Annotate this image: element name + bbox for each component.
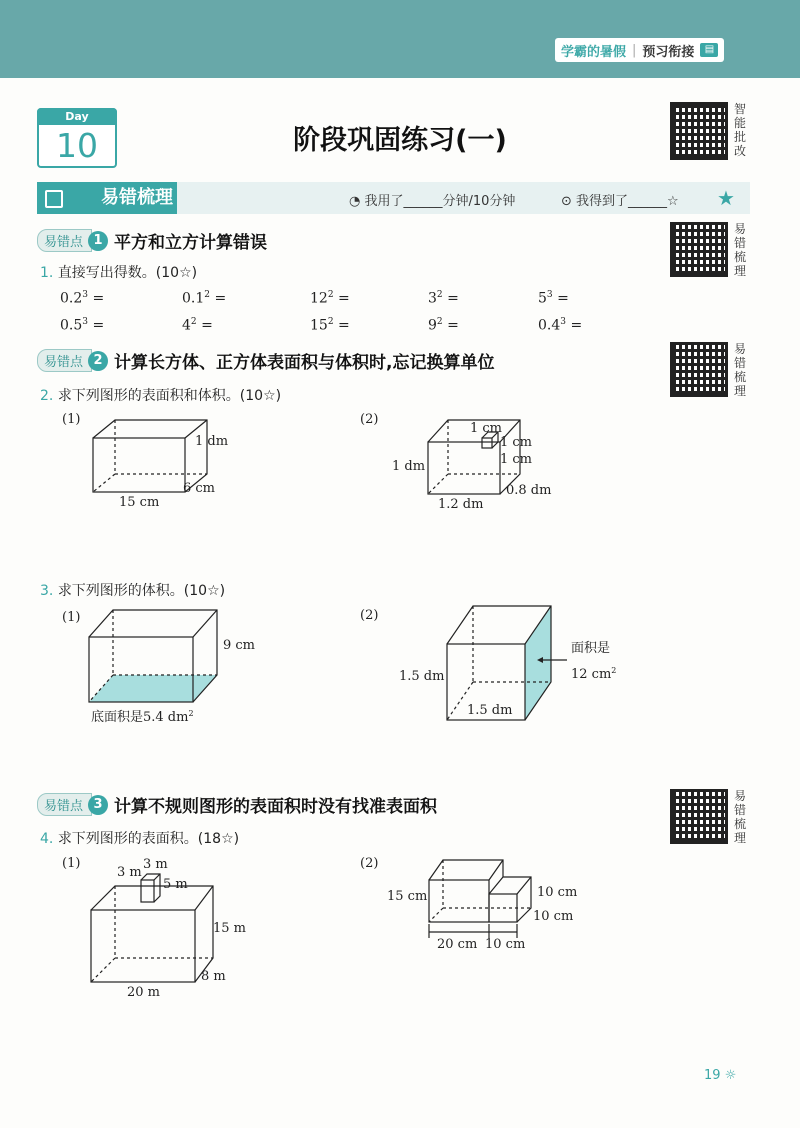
cuboid-with-notch-figure [390, 412, 560, 514]
math-item: $5^3$ = [538, 290, 569, 307]
math-item: $0.2^3$ = [60, 290, 105, 307]
brand-badge [555, 38, 724, 62]
cuboid-base-figure [85, 605, 260, 727]
qr-label: 易错梳理 [734, 342, 747, 398]
dim-label: 10 cm [485, 937, 526, 952]
qr-label: 易错梳理 [734, 222, 747, 278]
brand-title: 学霸的暑假 [561, 44, 627, 60]
dim-label: 15 cm [387, 889, 428, 904]
dim-label: 15 cm [119, 495, 160, 510]
dim-label: 1 cm [470, 421, 503, 436]
dim-label: 9 cm [223, 638, 256, 653]
error-point-1: 易错点 1 平方和立方计算错误 [37, 228, 267, 253]
part-label: (1) [62, 412, 81, 427]
dim-label: 3 m [143, 857, 168, 872]
math-item: $4^2$ = [182, 317, 213, 334]
part-label: (2) [360, 856, 379, 871]
section-heading: 易错梳理 [37, 182, 177, 214]
list-icon [45, 190, 63, 208]
part-label: (2) [360, 412, 379, 427]
star-icon: ★ [717, 186, 735, 210]
qr-code-icon[interactable] [670, 102, 728, 160]
page-title: 阶段巩固练习(一) [293, 125, 507, 156]
day-label: Day [37, 108, 117, 125]
question-1: 1. 直接写出得数。(10☆) [40, 265, 198, 281]
day-number: 10 [56, 126, 98, 165]
dim-label: 1 cm [500, 435, 533, 450]
dim-label: 10 cm [537, 885, 578, 900]
time-used: ◔ 我用了______分钟/10分钟 [349, 194, 516, 209]
error-point-2: 易错点 2 计算长方体、正方体表面积与体积时,忘记换算单位 [37, 348, 494, 373]
math-item: $0.1^2$ = [182, 290, 227, 307]
dim-label: 1 cm [500, 452, 533, 467]
dim-label: 5 m [163, 877, 188, 892]
dim-label: 1 dm [195, 434, 229, 449]
qr-code-icon[interactable] [670, 222, 728, 277]
composite-solid-figure [85, 850, 270, 1002]
brand-separator: | [632, 42, 637, 58]
cube-figure [395, 600, 635, 728]
dim-label: 6 cm [183, 481, 216, 496]
cuboid-figure [85, 410, 235, 510]
qr-label: 智能批改 [734, 102, 747, 158]
math-item: $12^2$ = [310, 290, 350, 307]
error-point-3: 易错点 3 计算不规则图形的表面积时没有找准表面积 [37, 792, 437, 817]
question-4: 4. 求下列图形的表面积。(18☆) [40, 831, 240, 847]
dim-label: 20 cm [437, 937, 478, 952]
qr-label: 易错梳理 [734, 789, 747, 845]
dim-label: 15 m [213, 921, 247, 936]
dim-label: 面积是 [571, 641, 611, 656]
page-number: 19 ☼ [704, 1068, 737, 1083]
qr-code-icon[interactable] [670, 789, 728, 844]
section-bar [37, 182, 750, 214]
math-item: $0.4^3$ = [538, 317, 583, 334]
part-label: (1) [62, 856, 81, 871]
dim-label: 8 m [201, 969, 226, 984]
dim-label: 1.5 dm [399, 669, 445, 684]
math-item: $3^2$ = [428, 290, 459, 307]
qr-code-icon[interactable] [670, 342, 728, 397]
question-3: 3. 求下列图形的体积。(10☆) [40, 583, 226, 599]
dim-label: 1.5 dm [467, 703, 513, 718]
math-item: $0.5^3$ = [60, 317, 105, 334]
book-icon: ▤ [700, 43, 718, 57]
score-text: ⊙ 我得到了______☆ [561, 194, 679, 209]
dim-label: 1.2 dm [438, 497, 484, 512]
sun-icon: ☼ [724, 1068, 737, 1083]
question-2: 2. 求下列图形的表面积和体积。(10☆) [40, 388, 282, 404]
dim-label: 1 dm [392, 459, 426, 474]
dim-label: 0.8 dm [506, 483, 552, 498]
dim-label: 12 $cm^2$ [571, 666, 617, 682]
stepped-solid-figure [385, 852, 590, 954]
dim-label: 10 cm [533, 909, 574, 924]
part-label: (2) [360, 608, 379, 623]
math-item: $15^2$ = [310, 317, 350, 334]
dim-label: 20 m [127, 985, 161, 1000]
brand-subtitle: 预习衔接 [642, 44, 695, 60]
dim-label: 底面积是5.4 $dm^2$ [91, 709, 194, 725]
dim-label: 3 m [117, 865, 142, 880]
math-item: $9^2$ = [428, 317, 459, 334]
part-label: (1) [62, 610, 81, 625]
